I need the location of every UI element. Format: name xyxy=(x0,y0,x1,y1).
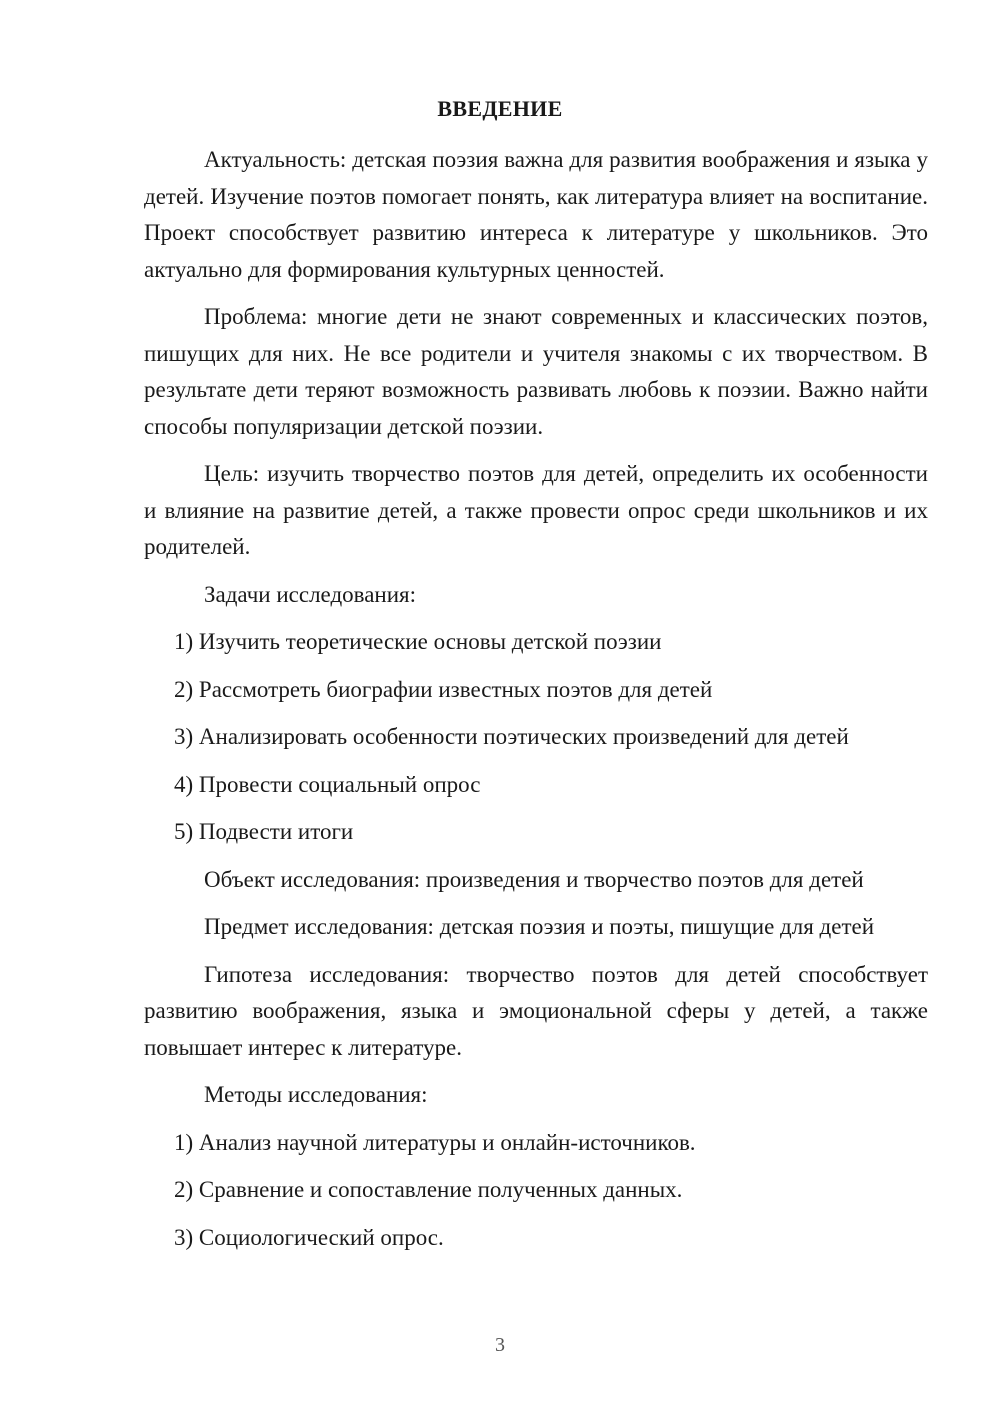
paragraph-object: Объект исследования: произведения и творчество поэтов для детей xyxy=(204,866,864,892)
tasks-heading: Задачи исследования: xyxy=(204,581,417,607)
paragraph-goal: Цель: изучить творчество поэтов для детей, определить их особенности и влияние на развитие детей, а также провести опрос среди школьников и их родителей. xyxy=(144,461,928,559)
task-item: 4) Провести социальный опрос xyxy=(174,771,481,797)
page-number: 3 xyxy=(495,1334,505,1356)
paragraph-hypothesis: Гипотеза исследования: творчество поэтов для детей способствует развитию воображения, языка и эмоциональной сферы у детей, а также повышает интерес к литературе. xyxy=(144,961,928,1060)
method-item: 1) Анализ научной литературы и онлайн-источников. xyxy=(174,1129,696,1155)
task-item: 3) Анализировать особенности поэтических произведений для детей xyxy=(174,724,849,749)
paragraph-relevance: Актуальность: детская поэзия важна для развития воображения и языка у детей. Изучение поэтов помогает понять, как литература влияет на воспитание. Проект способствует развитию интереса к литературе у школьников. Это актуально для формирования культурных ценностей. xyxy=(144,147,928,282)
paragraph-problem: Проблема: многие дети не знают современных и классических поэтов, пишущих для них. Не все родители и учителя знакомы с их творчеством. В результате дети теряют возможность развивать любовь к поэзии. Важно найти способы популяризации детской поэзии. xyxy=(144,304,928,439)
method-item: 2) Сравнение и сопоставление полученных данных. xyxy=(174,1177,683,1202)
document-body xyxy=(144,142,928,1267)
task-item: 2) Рассмотреть биографии известных поэтов для детей xyxy=(174,676,713,702)
page-title: ВВЕДЕНИЕ xyxy=(437,96,563,121)
method-item: 3) Социологический опрос. xyxy=(174,1224,444,1250)
paragraph-subject: Предмет исследования: детская поэзия и поэты, пишущие для детей xyxy=(204,914,875,939)
task-item: 5) Подвести итоги xyxy=(174,819,354,844)
methods-heading: Методы исследования: xyxy=(204,1082,428,1107)
task-item: 1) Изучить теоретические основы детской поэзии xyxy=(174,629,662,654)
